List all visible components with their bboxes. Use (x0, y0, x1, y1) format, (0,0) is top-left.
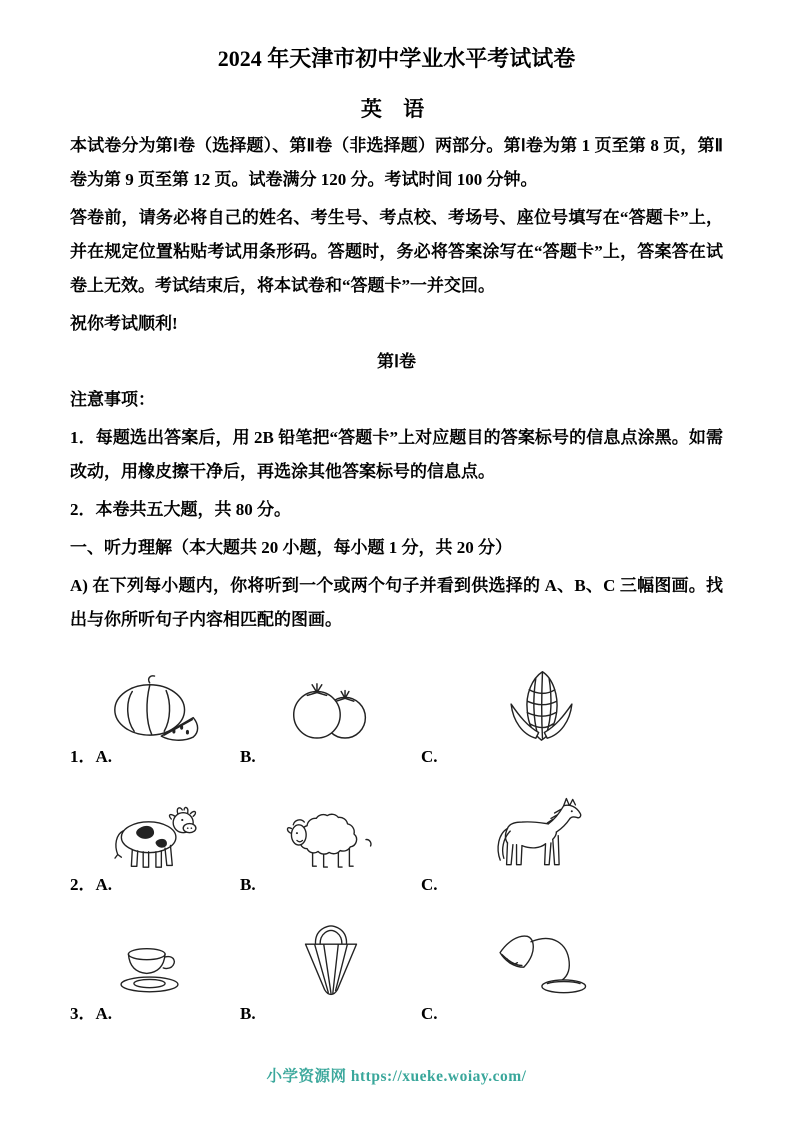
note-1: 1．每题选出答案后，用 2B 铅笔把“答题卡”上对应题目的答案标号的信息点涂黑。如需改动，用橡皮擦干净后，再选涂其他答案标号的信息点。 (70, 427, 723, 481)
wish-line: 祝你考试顺利! (70, 313, 178, 333)
part-a-instruction: A) 在下列每小题内，你将听到一个或两个句子并看到供选择的 A、B、C 三幅图画。找出与你所听句子内容相匹配的图画。 (70, 575, 723, 629)
corn-icon (494, 667, 589, 743)
question-3-option-c-image (421, 929, 661, 1000)
question-3-row-label (70, 1000, 240, 1029)
tomatoes-icon (285, 673, 377, 743)
question-number: 1． (70, 746, 96, 766)
watermelon-icon (109, 673, 201, 743)
subject-title: 英 语 (360, 96, 433, 121)
question-3-option-b-image (240, 922, 421, 1000)
footer-watermark: 小学资源网 https://xueke.woiay.com/ (266, 1068, 527, 1085)
desk-lamp-icon (491, 929, 591, 1000)
question-1 (70, 667, 723, 772)
question-3 (70, 922, 723, 1029)
page-title: 2024 年天津市初中学业水平考试试卷 (217, 46, 576, 71)
question-2 (70, 794, 723, 900)
option-label: A. (95, 746, 113, 766)
bag-icon (290, 922, 372, 1000)
option-label: A. (95, 1003, 113, 1023)
question-number: 2． (70, 874, 96, 894)
question-3-option-a-image (70, 934, 240, 1000)
option-label: C. (421, 746, 438, 766)
option-label: C. (421, 874, 438, 894)
question-1-option-b-image (240, 673, 421, 743)
option-label: B. (240, 1003, 256, 1023)
question-2-row-label (70, 871, 240, 900)
sheep-icon (285, 797, 377, 871)
cow-icon (105, 798, 205, 871)
option-label: B. (240, 746, 256, 766)
section-heading: 一、听力理解（本大题共 20 小题，每小题 1 分，共 20 分） (70, 537, 512, 557)
intro-paragraph-2: 答卷前，请务必将自己的姓名、考生号、考点校、考场号、座位号填写在“答题卡”上，并在规定位置粘贴考试用条形码。答题时，务必将答案涂写在“答题卡”上，答案答在试卷上无效。考试结束后，将本试卷和“答题卡”一并交回。 (70, 207, 723, 295)
option-label: A. (95, 874, 113, 894)
option-label: C. (421, 1003, 438, 1023)
volume-heading: 第Ⅰ卷 (376, 351, 416, 371)
teacup-icon (109, 934, 201, 1000)
option-label: B. (240, 874, 256, 894)
intro-paragraph-1: 本试卷分为第Ⅰ卷（选择题）、第Ⅱ卷（非选择题）两部分。第Ⅰ卷为第 1 页至第 8 页，第Ⅱ卷为第 9 页至第 12 页。试卷满分 120 分。考试时间 100 分钟。 (70, 135, 723, 189)
question-number: 3． (70, 1003, 96, 1023)
question-2-option-b-image (240, 797, 421, 871)
question-1-option-a-image (70, 673, 240, 743)
question-1-row-label (70, 743, 240, 772)
question-2-option-a-image (70, 798, 240, 871)
note-2: 2．本卷共五大题，共 80 分。 (70, 499, 291, 519)
horse-icon (491, 794, 591, 871)
notes-title: 注意事项： (70, 389, 155, 409)
question-2-option-c-image (421, 794, 661, 871)
question-1-option-c-image (421, 667, 661, 743)
